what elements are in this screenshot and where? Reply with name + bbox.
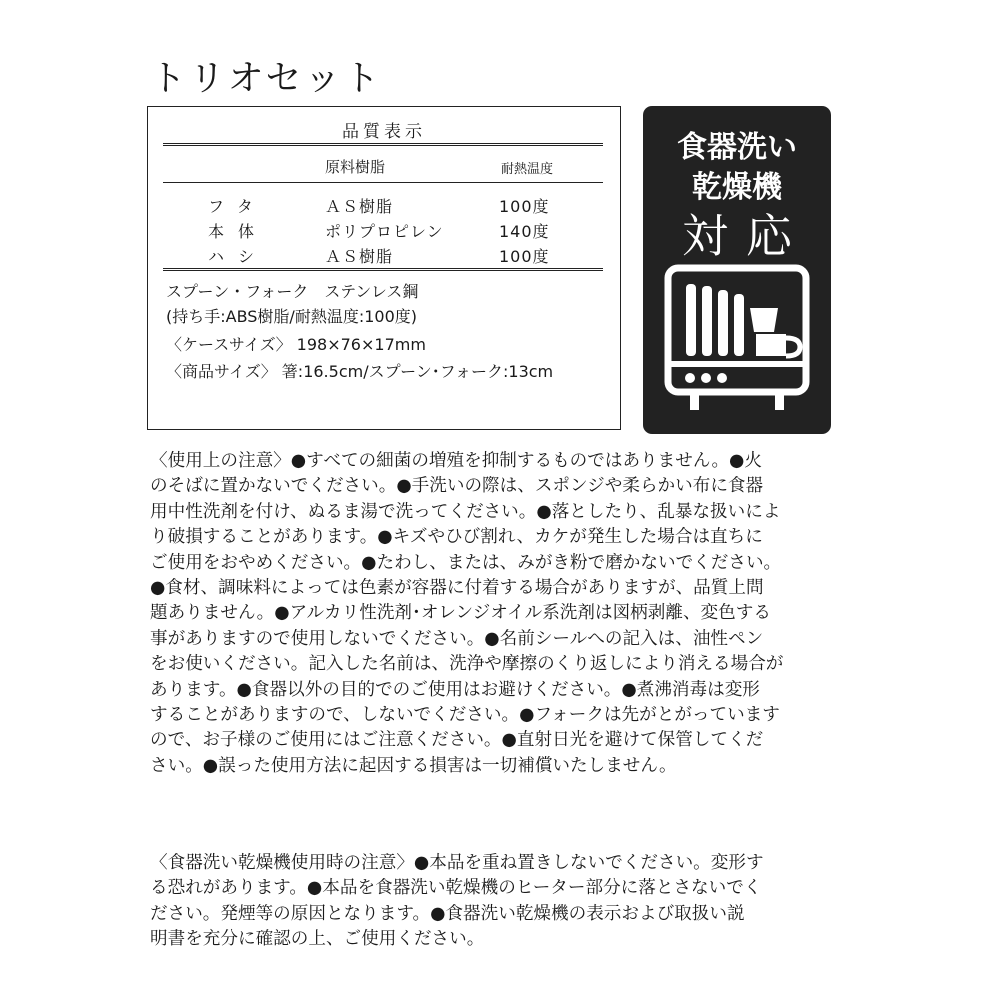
quality-label-heading: 品質表示 [342, 122, 426, 142]
caution-line: さい。●誤った使用方法に起因する損害は一切補償いたしません。 [150, 755, 677, 776]
material-value: ＡＳ樹脂 [325, 247, 394, 266]
material-value: ＡＳ樹脂 [325, 197, 394, 216]
dishwasher-compatible-badge [643, 106, 831, 434]
caution-line: 明書を充分に確認の上、ご使用ください。 [150, 929, 485, 950]
dishwasher-caution-text [150, 851, 834, 953]
page-title: トリオセット [150, 58, 383, 99]
badge-line-1: 食器洗い [677, 130, 797, 165]
caution-line: することがありますので、しないでください。●フォークは先がとがっています [150, 705, 780, 726]
material-value: ポリプロピレン [325, 222, 444, 241]
caution-line: り破損することがあります。●キズやひび割れ、カケが発生した場合は直ちに [150, 527, 763, 548]
heat-value: 140度 [499, 222, 550, 241]
caution-line: ●食材、調味料によっては色素が容器に付着する場合がありますが、品質上問 [150, 578, 764, 599]
dishwasher-icon [664, 264, 810, 414]
usage-caution-text [150, 449, 834, 779]
cutlery-material: スプーン・フォーク ステンレス鋼 [166, 282, 419, 301]
quality-table [163, 143, 603, 271]
caution-line: 〈食器洗い乾燥機使用時の注意〉●本品を重ね置きしないでください。変形す [150, 853, 764, 873]
product-size: 〈商品サイズ〉 箸:16.5cm/スプーン･フォーク:13cm [166, 362, 554, 381]
case-size: 〈ケースサイズ〉 198×76×17mm [166, 335, 426, 354]
heat-value: 100度 [499, 197, 550, 216]
quality-label-box [147, 106, 621, 430]
caution-line: 〈使用上の注意〉●すべての細菌の増殖を抑制するものではありません。●火 [150, 451, 763, 471]
heat-value: 100度 [499, 247, 550, 266]
caution-line: あります。●食器以外の目的でのご使用はお避けください。●煮沸消毒は変形 [150, 679, 760, 700]
part-name: 本体 [208, 222, 269, 241]
table-row [163, 219, 603, 245]
caution-line: 用中性洗剤を付け、ぬるま湯で洗ってください。●落としたり、乱暴な扱いによ [150, 501, 781, 522]
header-divider [163, 182, 603, 183]
part-name: ハシ [208, 247, 269, 266]
column-header-heat: 耐熱温度 [501, 162, 554, 177]
handle-material: (持ち手:ABS樹脂/耐熱温度:100度) [166, 307, 417, 326]
part-name: フタ [208, 197, 267, 216]
caution-line: ので、お子様のご使用にはご注意ください。●直射日光を避けて保管してくだ [150, 730, 764, 751]
caution-line: 題ありません。●アルカリ性洗剤･オレンジオイル系洗剤は図柄剥離、変色する [150, 603, 771, 624]
caution-line: のそばに置かないでください。●手洗いの際は、スポンジや柔らかい布に食器 [150, 476, 764, 497]
column-header-material: 原料樹脂 [325, 158, 386, 176]
table-row [163, 194, 603, 220]
table-row [163, 244, 603, 270]
caution-line: ご使用をおやめください。●たわし、または、みがき粉で磨かないでください。 [150, 552, 782, 573]
badge-line-3: 対応 [682, 209, 810, 263]
caution-line: る恐れがあります。●本品を食器洗い乾燥機のヒーター部分に落とさないでく [150, 878, 762, 899]
caution-line: 事がありますので使用しないでください。●名前シールへの記入は、油性ペン [150, 628, 764, 649]
caution-line: をお使いください。記入した名前は、洗浄や摩擦のくり返しにより消える場合が [150, 654, 784, 675]
badge-line-2: 乾燥機 [692, 170, 782, 205]
caution-line: ださい。発煙等の原因となります。●食器洗い乾燥機の表示および取扱い説 [150, 903, 745, 924]
